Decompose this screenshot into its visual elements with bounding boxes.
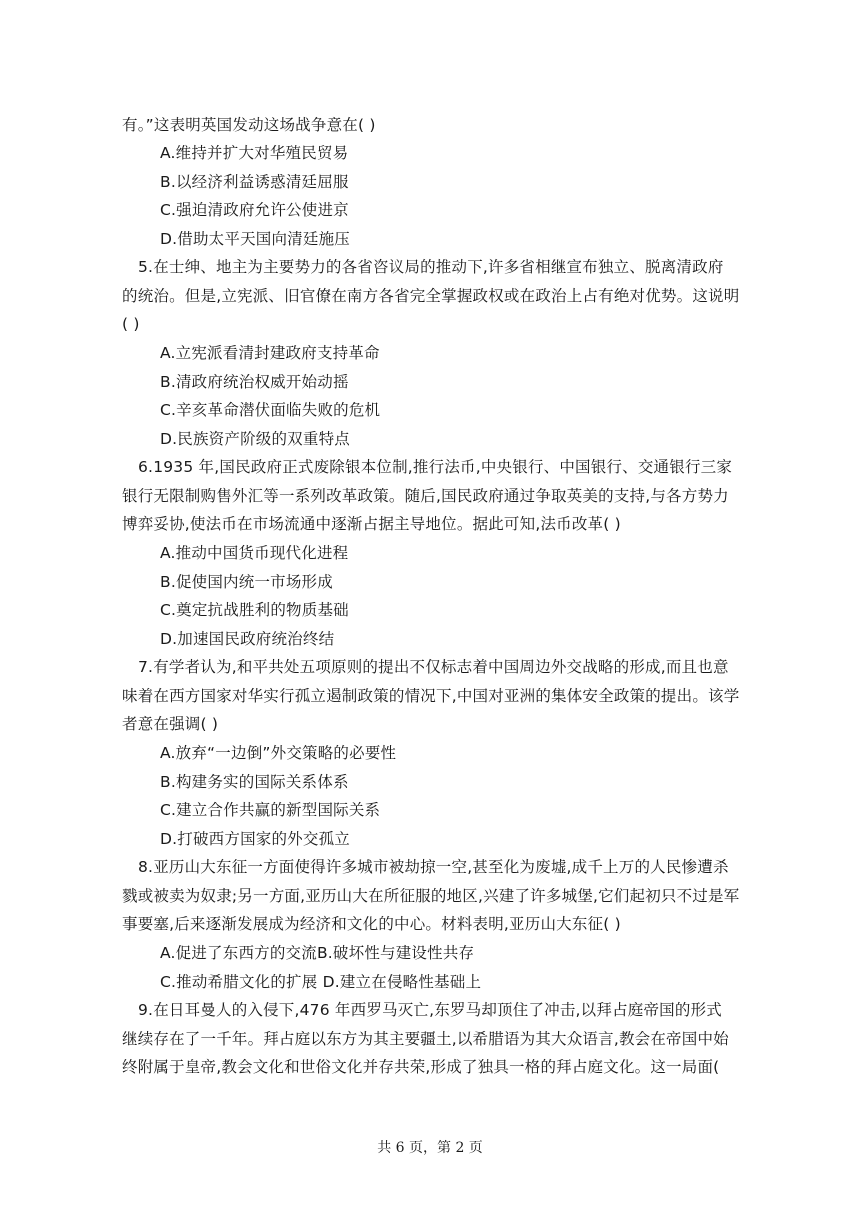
q6-stem-line-1: 6.1935 年,国民政府正式废除银本位制,推行法币,中央银行、中国银行、交通银行三家	[138, 458, 733, 476]
q7-option-b: B.构建务实的国际关系体系	[160, 773, 349, 791]
q6-option-a: A.推动中国货币现代化进程	[160, 544, 349, 562]
q6-stem-line-3: 博弈妥协,使法币在市场流通中逐渐占据主导地位。据此可知,法币改革( )	[122, 515, 621, 533]
q4-option-a: A.维持并扩大对华殖民贸易	[160, 144, 349, 162]
q7-stem-line-1: 7.有学者认为,和平共处五项原则的提出不仅标志着中国周边外交战略的形成,而且也意	[138, 658, 729, 676]
q5-option-c: C.辛亥革命潜伏面临失败的危机	[160, 401, 381, 419]
q4-stem-tail: 有。”这表明英国发动这场战争意在( )	[122, 116, 376, 134]
q9-stem-line-1: 9.在日耳曼人的入侵下,476 年西罗马灭亡,东罗马却顶住了冲击,以拜占庭帝国的形式	[138, 1001, 722, 1019]
q6-option-b: B.促使国内统一市场形成	[160, 573, 333, 591]
q8-options-cd: C.推动希腊文化的扩展 D.建立在侵略性基础上	[160, 973, 482, 991]
q5-option-a: A.立宪派看清封建政府支持革命	[160, 344, 380, 362]
q7-option-c: C.建立合作共赢的新型国际关系	[160, 801, 381, 819]
q5-option-d: D.民族资产阶级的双重特点	[160, 430, 350, 448]
q5-stem-line-1: 5.在士绅、地主为主要势力的各省咨议局的推动下,许多省相继宣布独立、脱离清政府	[138, 258, 724, 276]
q7-stem-line-3: 者意在强调( )	[122, 715, 219, 733]
q4-option-b: B.以经济利益诱惑清廷屈服	[160, 173, 349, 191]
q7-option-d: D.打破西方国家的外交孤立	[160, 830, 350, 848]
q6-option-d: D.加速国民政府统治终结	[160, 630, 335, 648]
q5-stem-line-2: 的统治。但是,立宪派、旧官僚在南方各省完全掌握政权或在政治上占有绝对优势。这说明	[122, 287, 740, 305]
q4-option-d: D.借助太平天国向清廷施压	[160, 230, 350, 248]
page-footer: 共 6 页，第 2 页	[377, 1140, 483, 1156]
q8-stem-line-2: 戮或被卖为奴隶;另一方面,亚历山大在所征服的地区,兴建了许多城堡,它们起初只不过是军	[122, 887, 740, 905]
q7-stem-line-2: 味着在西方国家对华实行孤立遏制政策的情况下,中国对亚洲的集体安全政策的提出。该学	[122, 687, 740, 705]
q8-stem-line-1: 8.亚历山大东征一方面使得许多城市被劫掠一空,甚至化为废墟,成千上万的人民惨遭杀	[138, 858, 729, 876]
q5-option-b: B.清政府统治权威开始动摇	[160, 373, 349, 391]
q4-option-c: C.强迫清政府允许公使进京	[160, 201, 349, 219]
q8-stem-line-3: 事要塞,后来逐渐发展成为经济和文化的中心。材料表明,亚历山大东征( )	[122, 915, 621, 933]
q7-option-a: A.放弃“一边倒”外交策略的必要性	[160, 744, 397, 762]
q6-option-c: C.奠定抗战胜利的物质基础	[160, 601, 349, 619]
q9-stem-line-3: 终附属于皇帝,教会文化和世俗文化并存共荣,形成了独具一格的拜占庭文化。这一局面(	[122, 1058, 720, 1076]
q6-stem-line-2: 银行无限制购售外汇等一系列改革政策。随后,国民政府通过争取英美的支持,与各方势力	[122, 487, 729, 505]
q9-stem-line-2: 继续存在了一千年。拜占庭以东方为其主要疆土,以希腊语为其大众语言,教会在帝国中始	[122, 1030, 729, 1048]
q8-options-ab: A.促进了东西方的交流B.破坏性与建设性共存	[160, 944, 475, 962]
q5-stem-line-3: ( )	[122, 315, 140, 333]
